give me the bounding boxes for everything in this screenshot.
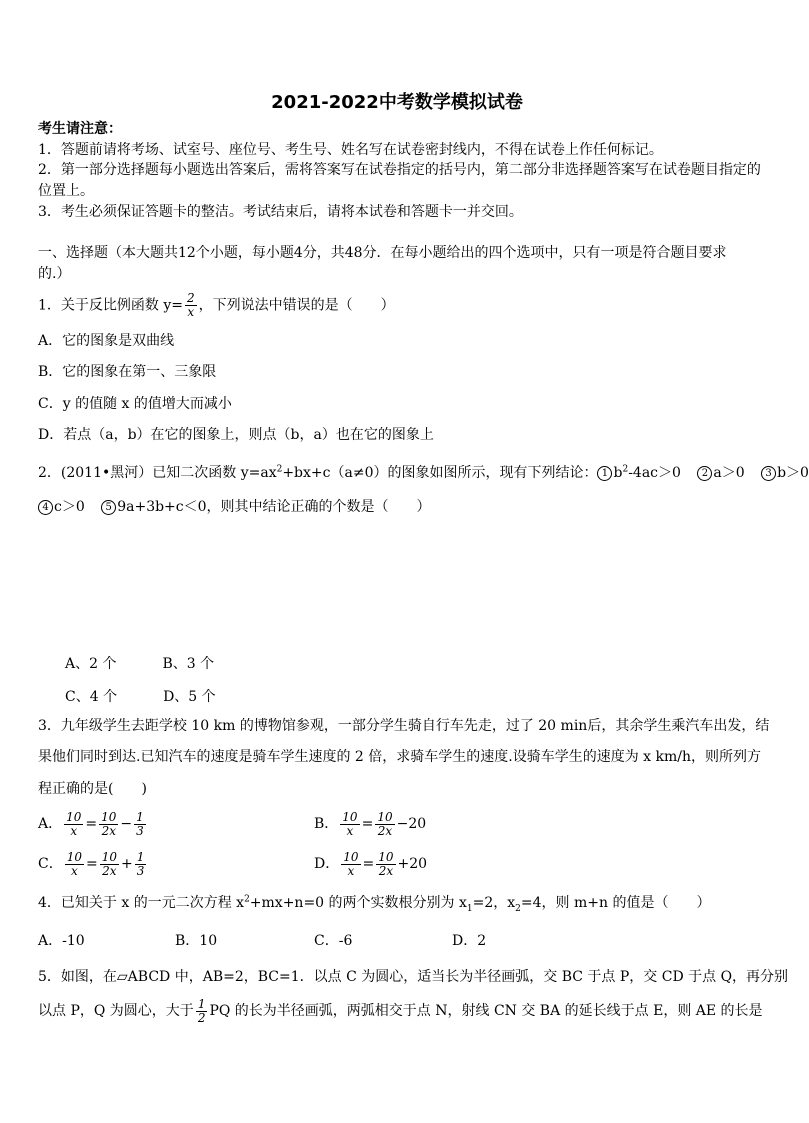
frac-den: 2	[197, 1010, 206, 1025]
frac-den: x	[70, 823, 78, 838]
q4-mid2: =2，x	[472, 895, 516, 911]
q2-option-d[interactable]: D、5 个	[163, 689, 216, 705]
q1-option-c[interactable]: C．y 的值随 x 的值增大而减小	[38, 396, 232, 412]
q4-sub2: 2	[515, 903, 521, 914]
equals-sign: =	[361, 816, 374, 832]
q3a-frac-2	[99, 811, 118, 838]
frac-den: x	[70, 863, 78, 878]
q3-option-c[interactable]	[38, 848, 148, 880]
q2-c1-sup: 2	[622, 464, 629, 475]
q2-option-a[interactable]: A、2 个	[65, 656, 117, 672]
q3-option-b[interactable]	[314, 808, 426, 840]
q2-option-c[interactable]: C、4 个	[65, 689, 118, 705]
q2-sup: 2	[276, 464, 283, 475]
q2-mid: +bx+c（a≠0）的图象如图所示，现有下列结论：	[282, 465, 598, 481]
frac-num: 10	[101, 849, 118, 864]
equals-sign: =	[85, 816, 98, 832]
notice-item: 1．答题前请将考场、试室号、座位号、考生号、姓名写在试卷密封线内，不得在试卷上作任何标记。	[38, 142, 663, 158]
q2-option-b[interactable]: B、3 个	[162, 656, 215, 672]
notice-heading: 考生请注意：	[38, 121, 122, 137]
frac-den: 2x	[101, 823, 116, 838]
q3d-frac-1	[341, 851, 360, 878]
q3c-frac-3	[135, 851, 147, 878]
question-3-line-3: 程正确的是( )	[38, 781, 147, 797]
tail-term: −20	[396, 816, 427, 832]
q4-sub1: 1	[466, 903, 473, 914]
circle-1-icon: 1	[597, 466, 612, 481]
frac-num: 10	[377, 809, 393, 824]
q3c-frac-2	[100, 851, 119, 878]
q1-option-d[interactable]: D．若点（a，b）在它的图象上，则点（b，a）也在它的图象上	[38, 427, 434, 443]
q3c-frac-1	[65, 851, 84, 878]
question-5-line-2	[38, 996, 763, 1026]
operator: +	[121, 856, 133, 872]
q1-option-a[interactable]: A．它的图象是双曲线	[38, 333, 175, 349]
q5-fraction	[196, 998, 208, 1025]
q1-frac-den: x	[187, 305, 195, 319]
tail-term: +20	[397, 856, 428, 872]
q1-prefix: 1．关于反比例函数 y=	[38, 297, 183, 314]
q1-fraction	[185, 292, 197, 319]
q2-options-row-1	[65, 653, 214, 673]
frac-num: 1	[136, 809, 144, 824]
q5-line2-pre: 以点 P，Q 为圆心，大于	[38, 1003, 194, 1019]
notice-item: 3．考生必须保证答题卡的整洁。考试结束后，请将本试卷和答题卡一并交回。	[38, 204, 523, 220]
question-3-line-2: 果他们同时到达.已知汽车的速度是骑车学生速度的 2 倍，求骑车学生的速度.设骑车学生的速度为 x km/h，则所列方	[38, 749, 761, 765]
section-heading: 一、选择题（本大题共12个小题，每小题4分，共48分．在每小题给出的四个选项中，只有一项是符合题目要求	[38, 245, 727, 261]
q2-c4: c＞0	[54, 499, 85, 515]
q3-option-d-label: D．	[314, 856, 340, 872]
frac-den: 2x	[378, 863, 394, 878]
question-2-stem-cont	[38, 497, 431, 517]
q3-option-a-label: A．	[38, 816, 63, 832]
frac-num: 1	[136, 849, 145, 864]
notice-item: 位置上。	[38, 183, 94, 199]
frac-den: x	[347, 863, 355, 878]
q2-c5: 9a+3b+c＜0，则其中结论正确的个数是（ ）	[117, 499, 431, 515]
circle-2-icon: 2	[697, 466, 712, 481]
q4-mid1: +mx+n=0 的两个实数根分别为 x	[249, 895, 467, 911]
q2-options-row-2	[65, 686, 216, 706]
question-4-stem	[38, 893, 710, 913]
q3-option-d[interactable]	[314, 848, 427, 880]
q3b-frac-2	[375, 811, 394, 838]
frac-num: 10	[342, 809, 358, 824]
frac-num: 10	[66, 809, 82, 824]
q3a-frac-1	[64, 811, 83, 838]
frac-num: 10	[343, 849, 359, 864]
section-heading-cont: 的.）	[38, 266, 71, 282]
question-3-line-1: 3．九年级学生去距学校 10 km 的博物馆参观，一部分学生骑自行车先走，过了 20 min后，其余学生乘汽车出发，结	[38, 718, 770, 734]
frac-num: 10	[66, 849, 82, 864]
frac-num: 10	[101, 809, 117, 824]
q3-option-b-label: B．	[314, 816, 339, 832]
frac-den: x	[346, 823, 354, 838]
q3-option-c-label: C．	[38, 856, 63, 872]
equals-sign: =	[362, 856, 375, 872]
circle-4-icon: 4	[38, 500, 53, 515]
q2-c3: b＞0	[777, 465, 809, 481]
frac-num: 10	[378, 849, 394, 864]
q1-frac-num: 2	[187, 291, 195, 305]
circle-5-icon: 5	[101, 500, 116, 515]
q4-option-b[interactable]: B．10	[175, 933, 218, 949]
notice-item: 2．第一部分选择题每小题选出答案后，需将答案写在试卷指定的括号内，第二部分非选择题答案写在试卷题目指定的	[38, 162, 761, 178]
question-5-line-1: 5．如图，在▱ABCD 中，AB=2，BC=1．以点 C 为圆心，适当长为半径画弧，交 BC 于点 P，交 CD 于点 Q，再分别	[38, 969, 789, 985]
q3-option-a[interactable]	[38, 808, 148, 840]
q1-option-b[interactable]: B．它的图象在第一、三象限	[38, 364, 217, 380]
q3a-frac-3	[134, 811, 146, 838]
q4-sup: 2	[244, 894, 250, 905]
q3b-frac-1	[340, 811, 359, 838]
q3d-frac-2	[376, 851, 395, 878]
frac-den: 3	[136, 823, 144, 838]
frac-den: 2x	[377, 823, 393, 838]
q4-option-d[interactable]: D．2	[452, 933, 487, 949]
frac-den: 3	[136, 863, 145, 878]
q2-c1-post: -4ac＞0	[628, 465, 681, 481]
q4-option-a[interactable]: A．-10	[38, 933, 85, 949]
circle-3-icon: 3	[761, 466, 776, 481]
frac-den: 2x	[102, 863, 117, 878]
q4-option-c[interactable]: C．-6	[314, 933, 353, 949]
q1-suffix: ，下列说法中错误的是（ ）	[198, 297, 395, 314]
q4-post: =4，则 m+n 的值是（ ）	[520, 895, 711, 911]
operator: −	[120, 816, 133, 832]
q4-pre: 4．已知关于 x 的一元二次方程 x	[38, 895, 245, 911]
q2-c1-pre: b	[613, 465, 623, 481]
equals-sign: =	[86, 856, 98, 872]
q2-c2: a＞0	[713, 465, 745, 481]
question-1-stem	[38, 292, 395, 319]
q2-prefix: 2．(2011•黑河）已知二次函数 y=ax	[38, 465, 277, 481]
frac-num: 1	[197, 996, 206, 1011]
q5-line2-post: PQ 的长为半径画弧，两弧相交于点 N，射线 CN 交 BA 的延长线于点 E，则 AE 的长是	[209, 1003, 763, 1019]
page-title: 2021-2022中考数学模拟试卷	[271, 92, 523, 113]
question-2-stem	[38, 463, 809, 483]
